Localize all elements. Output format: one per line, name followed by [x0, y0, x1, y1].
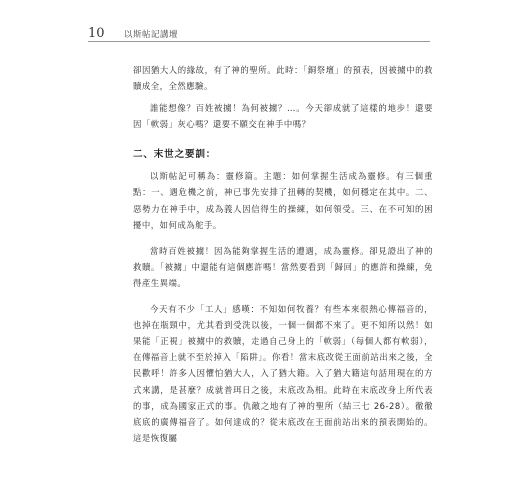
paragraph: 今天有不少「工人」感嘆：不知如何牧養？有些本來很熱心傳福音的，也掉在瓶頸中，尤其看到受洗以後，一個一個都不來了。更不知所以然！如果能「正視」被擄中的救贖，走過自己身上的「軟弱」（每個人都有軟弱），在傳福音上就不至於掉入「陷阱」。你看！當末底改從王面前站出來之後，全民歡呼！許多人因懼怕猶大人，入了猶大籍。入了猶大籍這句話用現在的方式來講，是甚麼？成就普珥日之後，末底改為相。此時在末底改身上所代表的事，成為國家正式的事。仇敵之地有了神的聖所（結三七 26-28）。徹徹底底的廣傳福音了。如何達成的？從末底改在王面前站出來的預表開始的。這是恢復屬	[133, 304, 433, 443]
paragraph: 誰能想像？百姓被擄！為何被擄？…。今天卻成就了這樣的地步！還要因「軟弱」灰心嗎？還要不願交在神手中嗎？	[133, 103, 433, 130]
page-body	[133, 62, 433, 456]
paragraph: 當時百姓被擄！因為能夠掌握生活的遭遇，成為靈修。卻見證出了神的救贖。「被擄」中還能有這個應許嗎！當然要看到「歸回」的應許和操練，免得產生異端。	[133, 245, 433, 288]
section-heading: 二、末世之要訓：	[133, 149, 217, 161]
paragraph: 以斯帖記可稱為：靈修篇。主題：如何掌握生活成為靈修。有三個重點：一、遇危機之前，神已事先安排了扭轉的契機，如何穩定在其中。二、惡勢力在神手中，成為義人因信得生的操練，如何領受。三、在不可知的困擾中，如何成為舵手。	[133, 171, 433, 230]
header-rule	[88, 41, 430, 42]
paragraph: 卻因猶大人的緣故，有了神的聖所。此時：「銅祭壇」的預表，因被擄中的救贖成全，全然應驗。	[133, 65, 433, 92]
book-title: 以斯帖記講壇	[124, 30, 179, 40]
page-number: 10	[88, 26, 105, 41]
running-head	[88, 26, 178, 41]
